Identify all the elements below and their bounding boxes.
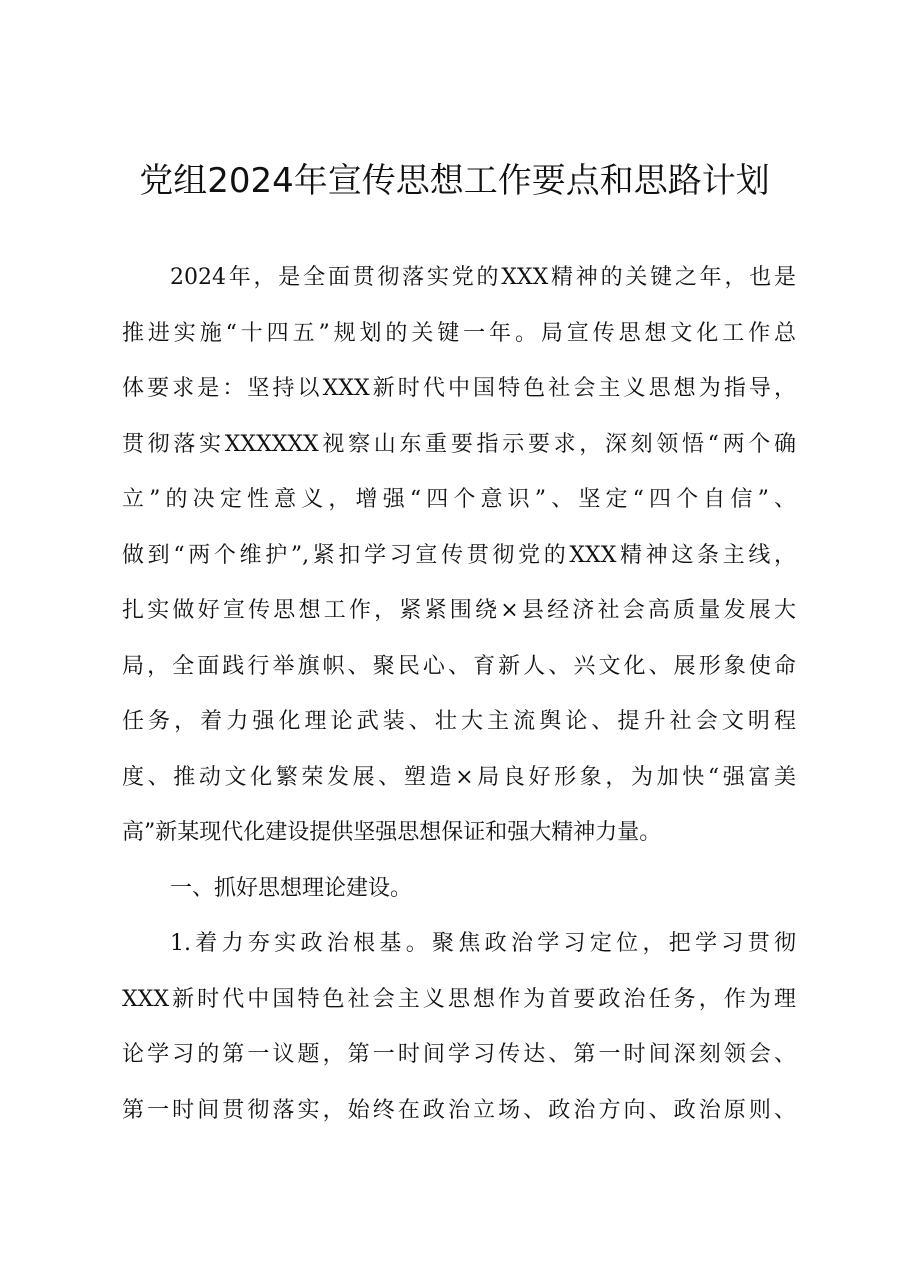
- document-body: [122, 250, 796, 1138]
- paragraph-line: 任务，着力强化理论武装、壮大主流舆论、提升社会文明程: [122, 709, 796, 734]
- paragraph-line: 推进实施“十四五”规划的关键一年。局宣传思想文化工作总: [122, 320, 796, 346]
- paragraph-line: 贯彻落实XXXXXX视察山东重要指示要求，深刻领悟“两个确: [122, 431, 796, 457]
- paragraph-line: 1.着力夯实政治根基。聚焦政治学习定位，把学习贯彻: [170, 931, 796, 956]
- paragraph-line: 高”新某现代化建设提供坚强思想保证和强大精神力量。: [122, 820, 662, 845]
- paragraph-line: 论学习的第一议题，第一时间学习传达、第一时间深刻领会、: [122, 1042, 796, 1067]
- paragraph-line: 扎实做好宣传思想工作，紧紧围绕×县经济社会高质量发展大: [122, 598, 796, 623]
- paragraph-line: 立”的决定性意义，增强“四个意识”、坚定“四个自信”、: [122, 487, 796, 512]
- paragraph-line: 度、推动文化繁荣发展、塑造×局良好形象，为加快“强富美: [122, 764, 796, 790]
- paragraph-line: 体要求是：坚持以XXX新时代中国特色社会主义思想为指导，: [122, 376, 796, 401]
- paragraph-line: 局，全面践行举旗帜、聚民心、育新人、兴文化、展形象使命: [122, 653, 796, 679]
- paragraph-line: XXX新时代中国特色社会主义思想作为首要政治任务，作为理: [122, 986, 796, 1012]
- paragraph-line: 第一时间贯彻落实，始终在政治立场、政治方向、政治原则、: [122, 1097, 796, 1123]
- paragraph-line: 2024年，是全面贯彻落实党的XXX精神的关键之年，也是: [170, 265, 796, 290]
- document-title: 党组2024年宣传思想工作要点和思路计划: [139, 161, 770, 201]
- section-heading: 一、抓好思想理论建设。: [170, 875, 413, 901]
- paragraph-line: 做到“两个维护”,紧扣学习宣传贯彻党的XXX精神这条主线，: [122, 542, 796, 568]
